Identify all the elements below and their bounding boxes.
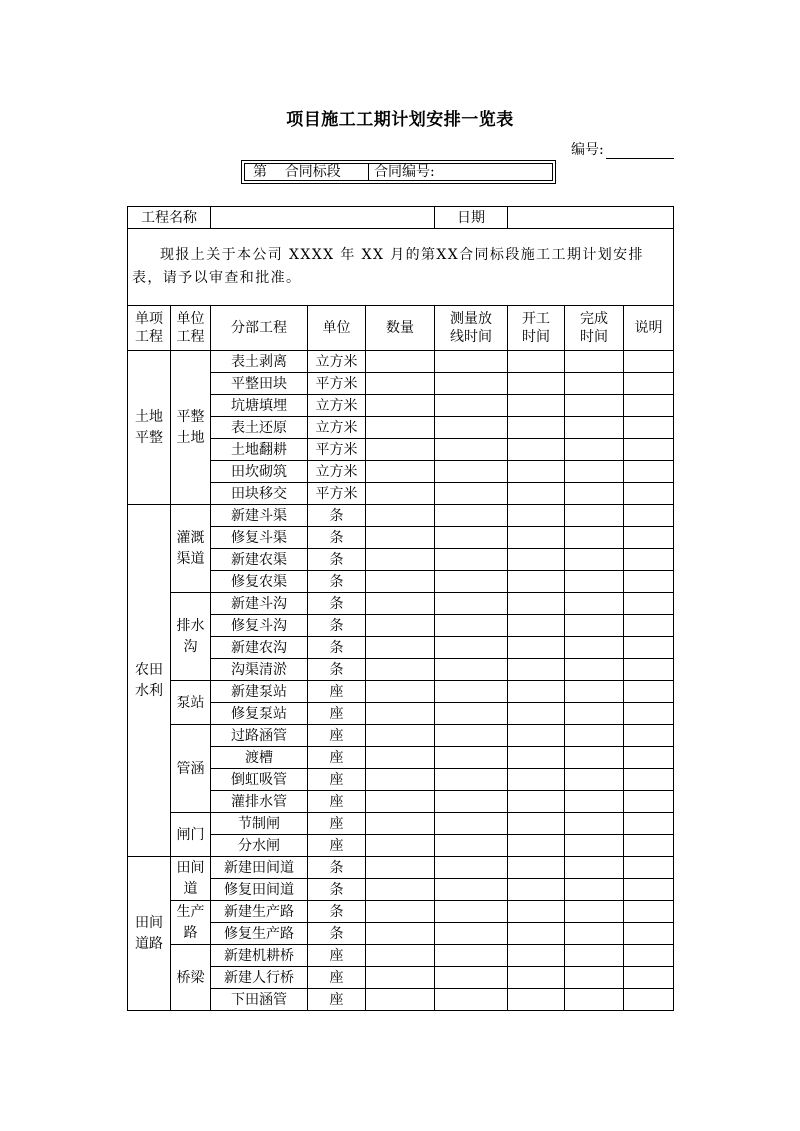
subgroup-drainage: 排水 沟 [171,593,211,681]
start-cell[interactable] [508,835,565,857]
unit-cell: 座 [308,725,366,747]
unit-cell: 条 [308,923,366,945]
start-cell[interactable] [508,769,565,791]
sub-project-cell: 倒虹吸管 [211,769,308,791]
quantity-cell[interactable] [366,659,435,681]
serial-number [571,139,674,159]
finish-cell[interactable] [565,989,624,1011]
remark-cell[interactable] [624,483,674,505]
survey-cell[interactable] [435,527,508,549]
sub-project-cell: 新建农沟 [211,637,308,659]
subgroup-field-road: 田间 道 [171,857,211,901]
subgroup-culvert: 管涵 [171,725,211,813]
unit-cell: 条 [308,659,366,681]
remark-cell[interactable] [624,769,674,791]
sub-project-cell: 修复生产路 [211,923,308,945]
project-name-label: 工程名称 [128,207,211,229]
quantity-cell[interactable] [366,681,435,703]
quantity-cell[interactable] [366,879,435,901]
group-water: 农田 水利 [128,505,171,857]
remark-cell[interactable] [624,571,674,593]
serial-number-label: 编号: [571,142,604,158]
finish-cell[interactable] [565,703,624,725]
sub-project-cell: 修复农渠 [211,571,308,593]
finish-cell[interactable] [565,439,624,461]
survey-cell[interactable] [435,593,508,615]
remark-cell[interactable] [624,945,674,967]
group-road: 田间 道路 [128,857,171,1011]
unit-cell: 座 [308,747,366,769]
remark-cell[interactable] [624,681,674,703]
finish-cell[interactable] [565,351,624,373]
finish-cell[interactable] [565,681,624,703]
date-label: 日期 [435,207,508,229]
quantity-cell[interactable] [366,417,435,439]
start-cell[interactable] [508,593,565,615]
remark-cell[interactable] [624,527,674,549]
quantity-cell[interactable] [366,967,435,989]
unit-cell: 座 [308,945,366,967]
finish-cell[interactable] [565,615,624,637]
remark-cell[interactable] [624,395,674,417]
start-cell[interactable] [508,967,565,989]
survey-cell[interactable] [435,417,508,439]
survey-cell[interactable] [435,505,508,527]
unit-cell: 平方米 [308,373,366,395]
unit-cell: 座 [308,813,366,835]
sub-project-cell: 新建人行桥 [211,967,308,989]
sub-project-cell: 新建生产路 [211,901,308,923]
survey-cell[interactable] [435,989,508,1011]
survey-cell[interactable] [435,967,508,989]
quantity-cell[interactable] [366,703,435,725]
remark-cell[interactable] [624,989,674,1011]
start-cell[interactable] [508,923,565,945]
quantity-cell[interactable] [366,769,435,791]
survey-cell[interactable] [435,395,508,417]
finish-cell[interactable] [565,835,624,857]
quantity-cell[interactable] [366,593,435,615]
start-cell[interactable] [508,659,565,681]
finish-cell[interactable] [565,637,624,659]
unit-cell: 条 [308,571,366,593]
start-cell[interactable] [508,417,565,439]
start-cell[interactable] [508,461,565,483]
unit-cell: 条 [308,527,366,549]
finish-cell[interactable] [565,945,624,967]
sub-project-cell: 新建斗沟 [211,593,308,615]
quantity-cell[interactable] [366,483,435,505]
finish-cell[interactable] [565,791,624,813]
remark-cell[interactable] [624,901,674,923]
remark-cell[interactable] [624,549,674,571]
remark-cell[interactable] [624,505,674,527]
survey-cell[interactable] [435,857,508,879]
survey-cell[interactable] [435,549,508,571]
sub-project-cell: 田坎砌筑 [211,461,308,483]
survey-cell[interactable] [435,659,508,681]
quantity-cell[interactable] [366,395,435,417]
sub-project-cell: 表土剥离 [211,351,308,373]
finish-cell[interactable] [565,417,624,439]
sub-project-cell: 田块移交 [211,483,308,505]
sub-project-cell: 下田涵管 [211,989,308,1011]
schedule-table [127,206,674,1011]
start-cell[interactable] [508,901,565,923]
start-cell[interactable] [508,373,565,395]
quantity-cell[interactable] [366,505,435,527]
finish-cell[interactable] [565,813,624,835]
survey-cell[interactable] [435,923,508,945]
survey-cell[interactable] [435,637,508,659]
quantity-cell[interactable] [366,989,435,1011]
sub-project-cell: 灌排水管 [211,791,308,813]
subgroup-bridge: 桥梁 [171,945,211,1011]
col-unit: 单位 [308,306,366,351]
sub-project-cell: 修复田间道 [211,879,308,901]
finish-cell[interactable] [565,461,624,483]
unit-cell: 条 [308,615,366,637]
sub-project-cell: 渡槽 [211,747,308,769]
start-cell[interactable] [508,395,565,417]
subgroup-land: 平整 土地 [171,351,211,505]
sub-project-cell: 修复斗渠 [211,527,308,549]
survey-cell[interactable] [435,615,508,637]
finish-cell[interactable] [565,571,624,593]
sub-project-cell: 表土还原 [211,417,308,439]
survey-cell[interactable] [435,439,508,461]
finish-cell[interactable] [565,857,624,879]
quantity-cell[interactable] [366,549,435,571]
unit-cell: 立方米 [308,351,366,373]
sub-project-cell: 平整田块 [211,373,308,395]
unit-cell: 座 [308,703,366,725]
survey-cell[interactable] [435,681,508,703]
unit-cell: 立方米 [308,417,366,439]
start-cell[interactable] [508,637,565,659]
unit-cell: 立方米 [308,395,366,417]
quantity-cell[interactable] [366,791,435,813]
unit-cell: 座 [308,791,366,813]
start-cell[interactable] [508,527,565,549]
start-cell[interactable] [508,725,565,747]
subgroup-production-road: 生产 路 [171,901,211,945]
start-cell[interactable] [508,549,565,571]
sub-project-cell: 新建斗渠 [211,505,308,527]
intro-paragraph [128,229,674,306]
survey-cell[interactable] [435,373,508,395]
start-cell[interactable] [508,681,565,703]
remark-cell[interactable] [624,659,674,681]
survey-cell[interactable] [435,747,508,769]
start-cell[interactable] [508,879,565,901]
unit-cell: 条 [308,637,366,659]
contract-section-label: 第 合同标段 [245,164,369,180]
quantity-cell[interactable] [366,813,435,835]
col-quantity: 数量 [366,306,435,351]
quantity-cell[interactable] [366,901,435,923]
col-start-time: 开工 时间 [508,306,565,351]
survey-cell[interactable] [435,835,508,857]
survey-cell[interactable] [435,791,508,813]
start-cell[interactable] [508,747,565,769]
remark-cell[interactable] [624,791,674,813]
finish-cell[interactable] [565,549,624,571]
finish-cell[interactable] [565,505,624,527]
remark-cell[interactable] [624,879,674,901]
remark-cell[interactable] [624,747,674,769]
remark-cell[interactable] [624,373,674,395]
remark-cell[interactable] [624,813,674,835]
unit-cell: 座 [308,989,366,1011]
finish-cell[interactable] [565,659,624,681]
unit-cell: 条 [308,901,366,923]
start-cell[interactable] [508,439,565,461]
remark-cell[interactable] [624,857,674,879]
remark-cell[interactable] [624,703,674,725]
quantity-cell[interactable] [366,439,435,461]
survey-cell[interactable] [435,769,508,791]
unit-cell: 条 [308,593,366,615]
group-land: 土地 平整 [128,351,171,505]
quantity-cell[interactable] [366,461,435,483]
unit-cell: 立方米 [308,461,366,483]
col-finish-time: 完成 时间 [565,306,624,351]
contract-number-label: 合同编号: [374,164,435,180]
subgroup-pump: 泵站 [171,681,211,725]
start-cell[interactable] [508,571,565,593]
finish-cell[interactable] [565,879,624,901]
finish-cell[interactable] [565,725,624,747]
remark-cell[interactable] [624,835,674,857]
remark-cell[interactable] [624,461,674,483]
start-cell[interactable] [508,813,565,835]
finish-cell[interactable] [565,967,624,989]
quantity-cell[interactable] [366,857,435,879]
remark-cell[interactable] [624,637,674,659]
start-cell[interactable] [508,945,565,967]
sub-project-cell: 新建田间道 [211,857,308,879]
survey-cell[interactable] [435,725,508,747]
survey-cell[interactable] [435,461,508,483]
finish-cell[interactable] [565,747,624,769]
sub-project-cell: 修复斗沟 [211,615,308,637]
survey-cell[interactable] [435,879,508,901]
unit-cell: 座 [308,835,366,857]
subgroup-irrigation: 灌溉 渠道 [171,505,211,593]
quantity-cell[interactable] [366,747,435,769]
quantity-cell[interactable] [366,945,435,967]
unit-cell: 条 [308,549,366,571]
finish-cell[interactable] [565,593,624,615]
quantity-cell[interactable] [366,615,435,637]
remark-cell[interactable] [624,923,674,945]
col-sub-project: 分部工程 [211,306,308,351]
quantity-cell[interactable] [366,527,435,549]
unit-cell: 平方米 [308,439,366,461]
finish-cell[interactable] [565,373,624,395]
sub-project-cell: 坑塘填埋 [211,395,308,417]
survey-cell[interactable] [435,483,508,505]
project-name-field[interactable] [211,207,435,229]
col-item-project: 单项 工程 [128,306,171,351]
survey-cell[interactable] [435,351,508,373]
unit-cell: 条 [308,879,366,901]
sub-project-cell: 新建机耕桥 [211,945,308,967]
subgroup-gate: 闸门 [171,813,211,857]
start-cell[interactable] [508,703,565,725]
sub-project-cell: 新建泵站 [211,681,308,703]
sub-project-cell: 节制闸 [211,813,308,835]
quantity-cell[interactable] [366,571,435,593]
unit-cell: 平方米 [308,483,366,505]
unit-cell: 座 [308,967,366,989]
quantity-cell[interactable] [366,637,435,659]
sub-project-cell: 新建农渠 [211,549,308,571]
finish-cell[interactable] [565,901,624,923]
start-cell[interactable] [508,615,565,637]
remark-cell[interactable] [624,351,674,373]
serial-number-blank[interactable] [606,144,674,159]
unit-cell: 座 [308,769,366,791]
col-unit-project: 单位 工程 [171,306,211,351]
unit-cell: 条 [308,505,366,527]
finish-cell[interactable] [565,527,624,549]
quantity-cell[interactable] [366,351,435,373]
quantity-cell[interactable] [366,835,435,857]
start-cell[interactable] [508,351,565,373]
contract-box [241,160,556,184]
quantity-cell[interactable] [366,923,435,945]
finish-cell[interactable] [565,769,624,791]
sub-project-cell: 沟渠清淤 [211,659,308,681]
remark-cell[interactable] [624,439,674,461]
sub-project-cell: 过路涵管 [211,725,308,747]
survey-cell[interactable] [435,901,508,923]
finish-cell[interactable] [565,395,624,417]
quantity-cell[interactable] [366,725,435,747]
unit-cell: 条 [308,857,366,879]
finish-cell[interactable] [565,483,624,505]
col-remark: 说明 [624,306,674,351]
remark-cell[interactable] [624,615,674,637]
sub-project-cell: 修复泵站 [211,703,308,725]
start-cell[interactable] [508,505,565,527]
start-cell[interactable] [508,483,565,505]
start-cell[interactable] [508,989,565,1011]
document-title: 项目施工工期计划安排一览表 [286,110,514,130]
sub-project-cell: 土地翻耕 [211,439,308,461]
survey-cell[interactable] [435,945,508,967]
remark-cell[interactable] [624,967,674,989]
intro-text: 现报上关于本公司 XXXX 年 XX 月的第XX合同标段施工工期计划安排表，请予以审查和批准。 [132,247,644,286]
survey-cell[interactable] [435,813,508,835]
start-cell[interactable] [508,857,565,879]
quantity-cell[interactable] [366,373,435,395]
date-field[interactable] [508,207,674,229]
start-cell[interactable] [508,791,565,813]
remark-cell[interactable] [624,593,674,615]
remark-cell[interactable] [624,725,674,747]
finish-cell[interactable] [565,923,624,945]
col-survey-time: 测量放 线时间 [435,306,508,351]
survey-cell[interactable] [435,703,508,725]
remark-cell[interactable] [624,417,674,439]
sub-project-cell: 分水闸 [211,835,308,857]
survey-cell[interactable] [435,571,508,593]
unit-cell: 座 [308,681,366,703]
